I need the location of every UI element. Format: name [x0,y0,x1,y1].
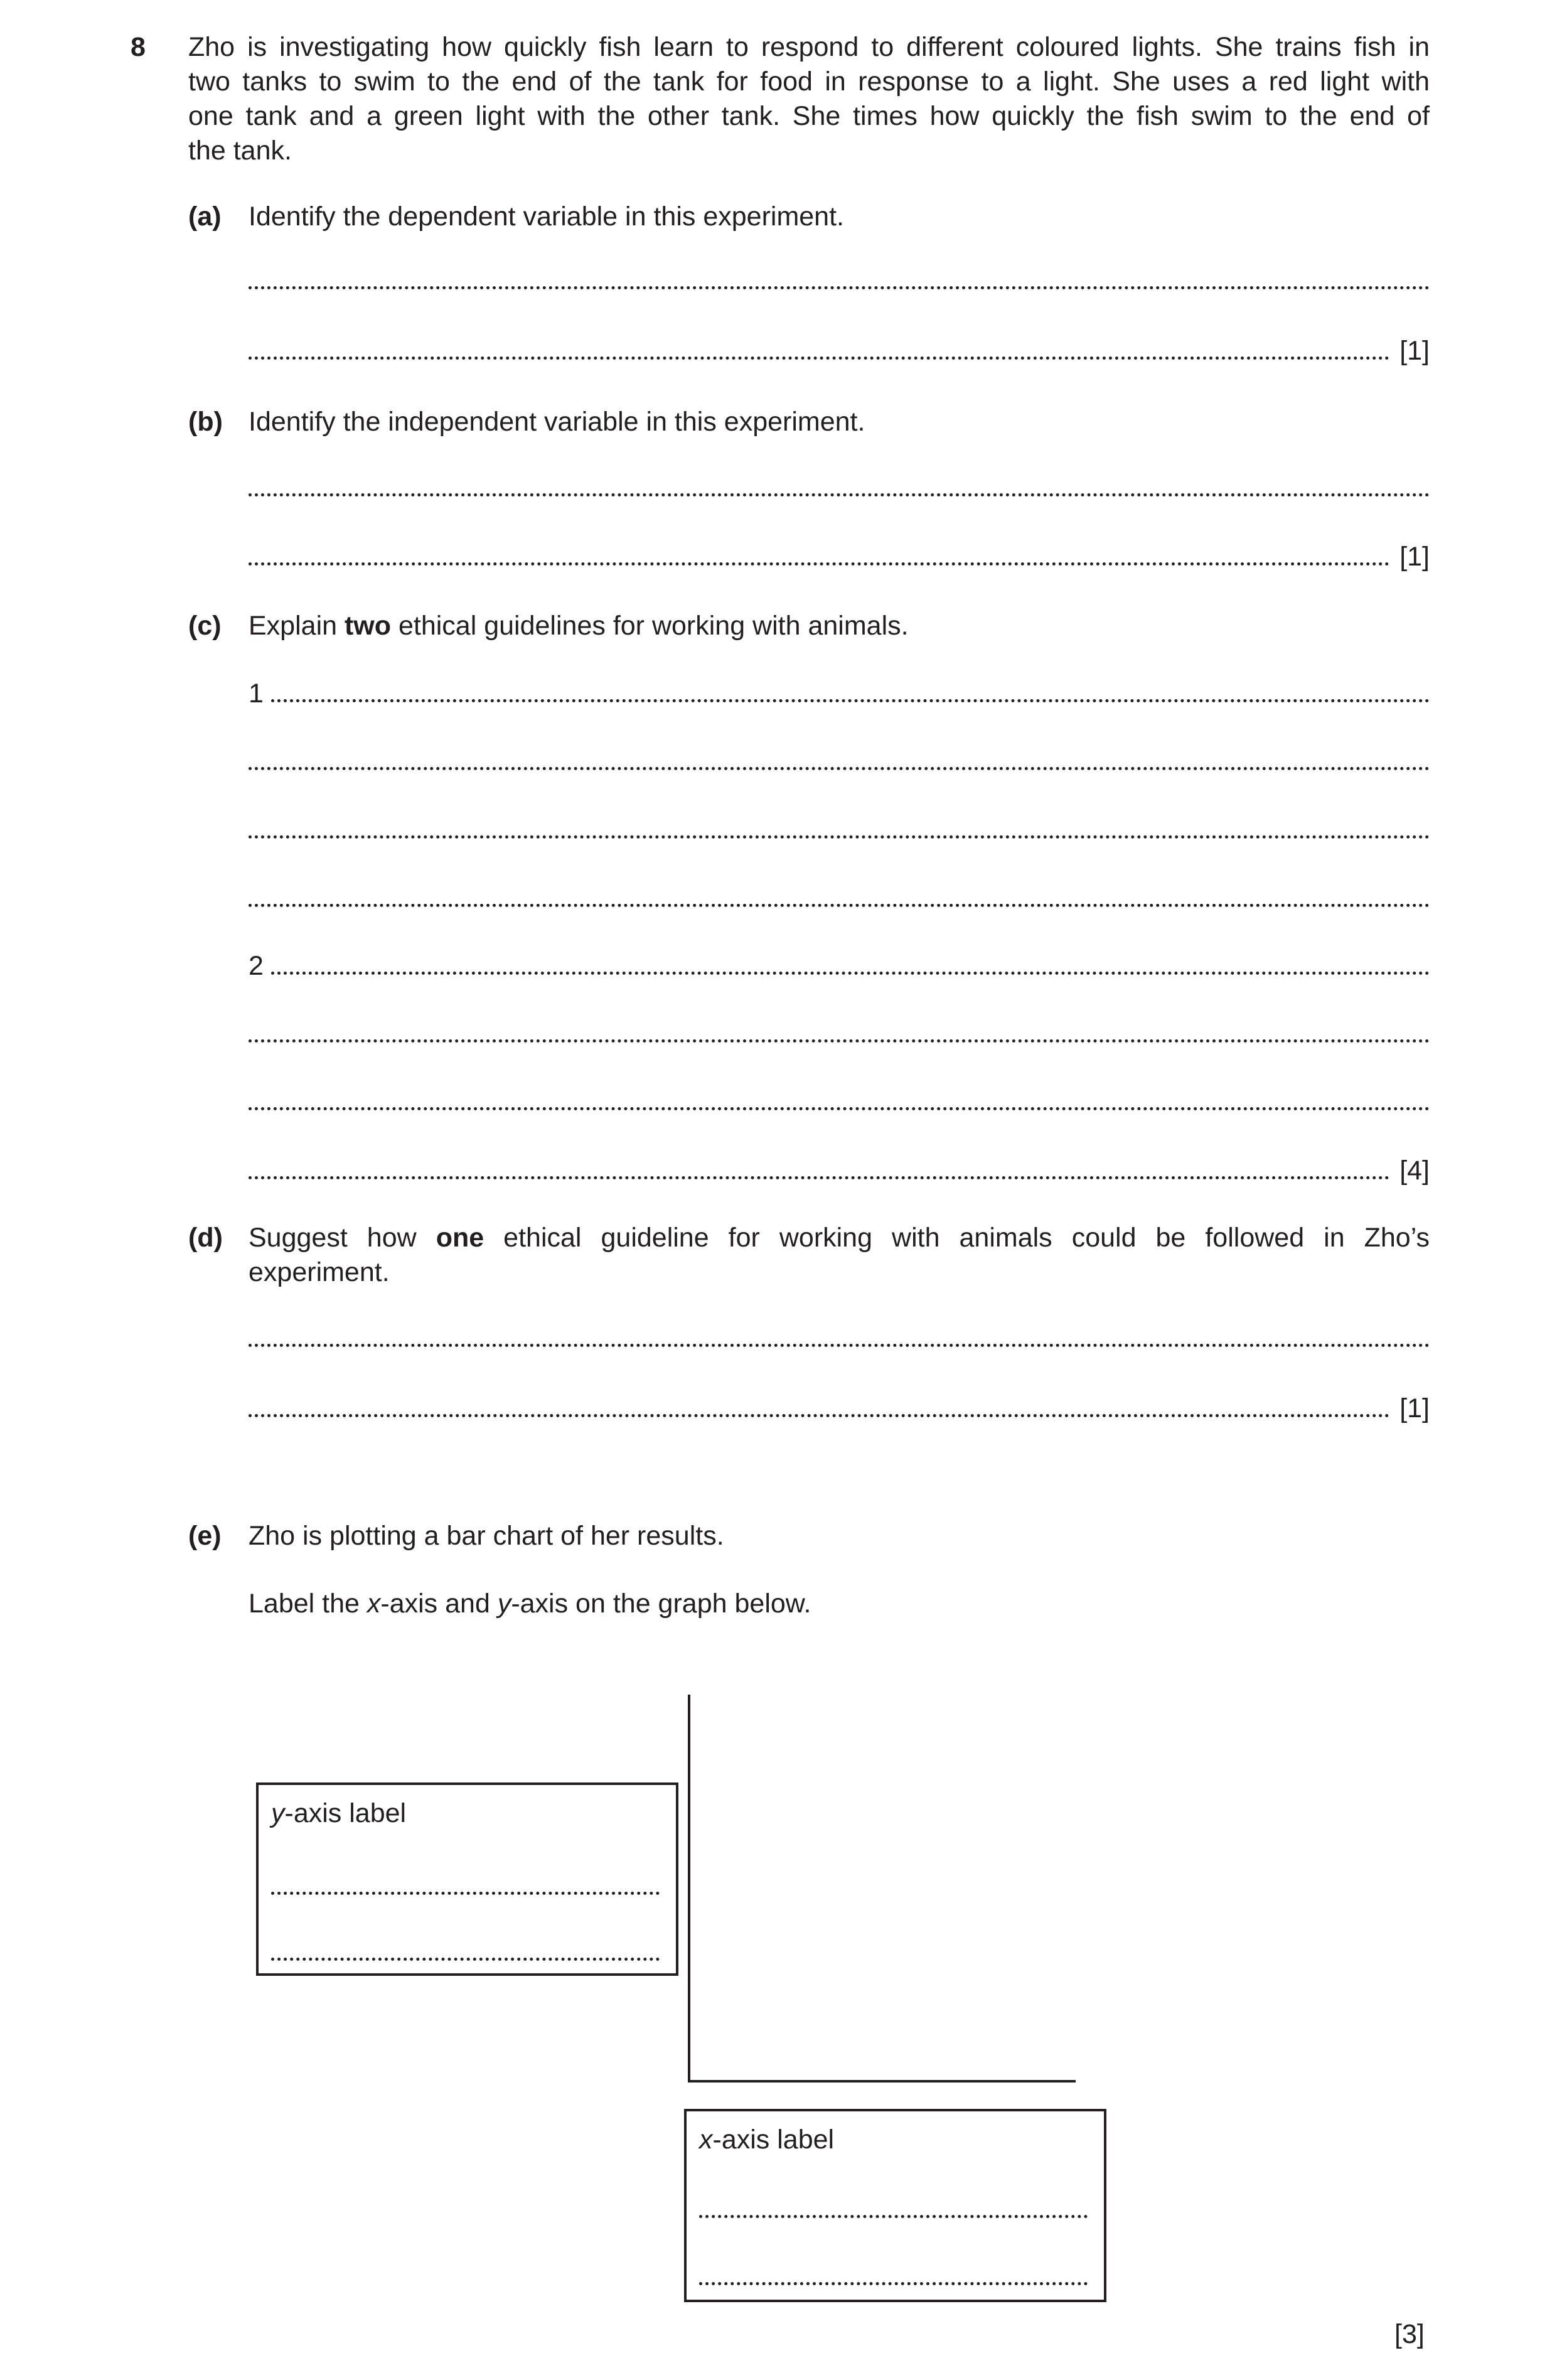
answer-line-c-5[interactable] [249,949,1430,984]
intro-line-4: the tank. [188,136,292,166]
y-axis-answer-line-2[interactable] [271,1958,660,1961]
part-e-text: Zho is plotting a bar chart of her results. [249,1521,724,1551]
answer-line-c-6[interactable] [249,1017,1430,1051]
part-a-label: (a) [188,201,222,232]
part-d-marks: [1] [1399,1393,1430,1423]
part-c-marks: [4] [1399,1155,1430,1186]
y-axis-answer-line-1[interactable] [271,1892,660,1895]
part-c-label: (c) [188,611,222,641]
part-b-label: (b) [188,407,223,437]
part-d-line-2: experiment. [249,1257,390,1287]
part-b-marks: [1] [1399,542,1430,572]
intro-line-1: Zho is investigating how quickly fish learn to respond to different coloured lights. She trains fish in [188,32,1430,62]
answer-line-c-8[interactable] [249,1154,1430,1188]
answer-line-c-3[interactable] [249,813,1430,847]
part-c-text: Explain two ethical guidelines for working with animals. [249,611,909,641]
part-a-text: Identify the dependent variable in this experiment. [249,201,844,232]
emphasis-two: two [344,611,392,641]
question-number: 8 [131,32,146,62]
item-number-1: 1 [249,678,264,709]
x-axis-label-box[interactable] [684,2109,1106,2302]
question-intro [188,30,1430,168]
part-d-label: (d) [188,1223,223,1253]
answer-line-c-2[interactable] [249,744,1430,779]
intro-line-2: two tanks to swim to the end of the tank for food in response to a light. She uses a red light with [188,67,1430,97]
part-d-text [249,1221,1430,1290]
graph-x-axis [688,2080,1076,2082]
item-number-2: 2 [249,951,264,981]
part-e-instruction: Label the x-axis and y-axis on the graph below. [249,1589,811,1619]
part-a-marks: [1] [1399,336,1430,366]
emphasis-one: one [436,1223,484,1253]
answer-line-d-2[interactable] [249,1391,1430,1426]
answer-line-c-7[interactable] [249,1085,1430,1119]
x-axis-answer-line-1[interactable] [699,2215,1088,2218]
x-axis-answer-line-2[interactable] [699,2282,1088,2285]
x-axis-label-title: x-axis label [699,2125,835,2155]
graph-y-axis [688,1695,690,2082]
answer-line-b-2[interactable] [249,540,1430,574]
answer-line-d-1[interactable] [249,1321,1430,1356]
y-axis-label-title: y-axis label [271,1798,407,1828]
y-axis-label-box[interactable] [256,1782,678,1976]
part-d-line-1: Suggest how one ethical guideline for working with animals could be followed in Zho’s [249,1223,1430,1253]
answer-line-c-1[interactable] [249,677,1430,711]
part-e-marks: [3] [1394,2319,1425,2349]
answer-line-a-2[interactable] [249,334,1430,368]
part-e-label: (e) [188,1521,222,1551]
part-b-text: Identify the independent variable in this experiment. [249,407,865,437]
intro-line-3: one tank and a green light with the other tank. She times how quickly the fish swim to the end of [188,101,1430,131]
answer-line-b-1[interactable] [249,471,1430,505]
answer-line-a-1[interactable] [249,264,1430,298]
answer-line-c-4[interactable] [249,881,1430,916]
